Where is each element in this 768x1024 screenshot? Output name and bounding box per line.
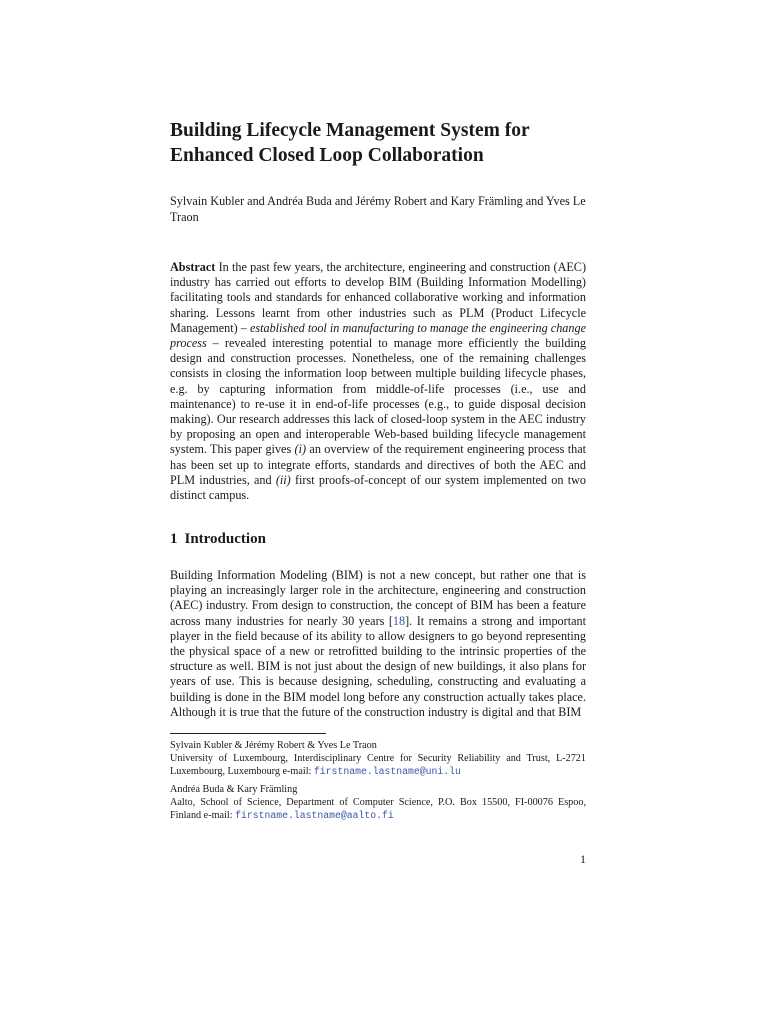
footnote-divider: [170, 733, 326, 734]
intro-paragraph: [170, 568, 586, 720]
abstract-text-4: first proofs-of-concept of our system implemented on two distinct campus.: [170, 472, 586, 503]
abstract: [170, 260, 586, 503]
section-title: Introduction: [184, 531, 266, 547]
abstract-label: Abstract: [170, 260, 216, 274]
abstract-text-2: – revealed interesting potential to manage more efficiently the building design and construction processes. Nonetheless, one of the remaining challenges consists in closing the information loop between multiple building lifecycle phases, e.g. by capturing information from middle-of-life processes (i.e., use and maintenance) to re-use it in end-of-life processes (e.g., to guide disposal decision making). Our research addresses this lack of closed-loop system in the AEC industry by proposing an open and interoperable Web-based building lifecycle management system. This paper gives: [170, 336, 586, 457]
footnote-affil-2: Aalto, School of Science, Department of Computer Science, P.O. Box 15500, FI-00076 Espoo, Finland e-mail:: [170, 797, 586, 822]
abstract-text-1: In the past few years, the architecture, engineering and construction (AEC) industry has carried out efforts to develop BIM (Building Information Modelling) facilitating tools and standards for enhanced collaborative working and information sharing. Lessons learnt from other industries such as PLM (Product Lifecycle Management) –: [170, 260, 586, 335]
footnote-affil-1: University of Luxembourg, Interdisciplinary Centre for Security Reliability and Trust, L-2721 Luxembourg, Luxembourg e-mail:: [170, 753, 586, 778]
paper-title: [170, 118, 586, 168]
section-heading: [170, 529, 586, 549]
footnote-names-1: Sylvain Kubler & Jérémy Robert & Yves Le Traon: [170, 740, 377, 751]
abstract-marker-ii: (ii): [275, 472, 291, 487]
section-number: 1: [170, 531, 178, 547]
title-line-2: Enhanced Closed Loop Collaboration: [170, 145, 484, 166]
abstract-text-3: an overview of the requirement engineering process that has been set up to integrate efforts, standards and directives of both the AEC and PLM industries, and: [170, 442, 586, 487]
email-link-2[interactable]: firstname.lastname@aalto.fi: [235, 810, 394, 822]
author-list: Sylvain Kubler and Andréa Buda and Jérémy Robert and Kary Främling and Yves Le Traon: [170, 194, 586, 224]
intro-text-1: Building Information Modeling (BIM) is not a new concept, but rather one that is playing an increasingly larger role in the architecture, engineering and construction (AEC) industry. From design to construction, the concept of BIM has been a feature across many industries for nearly 30 years [: [170, 568, 586, 628]
email-link-1[interactable]: firstname.lastname@uni.lu: [313, 766, 461, 778]
footnote-affiliation-2: [170, 783, 586, 823]
title-line-1: Building Lifecycle Management System for: [170, 120, 530, 141]
intro-text-2: ]. It remains a strong and important player in the field because of its ability to allow designers to go beyond representing the physical space of a new or retrofitted building to the intrinsic properties of the structure as well. BIM is not just about the design of new buildings, it also plans for years of use. This is because designing, scheduling, constructing and evaluating a building is done in the BIM model long before any construction actually takes place. Although it is true that the future of the construction industry is digital and that BIM: [170, 613, 586, 719]
page-number: 1: [580, 852, 586, 866]
footnote-affiliation-1: [170, 739, 586, 779]
abstract-emphasis: established tool in manufacturing to manage the engineering change process: [170, 320, 586, 351]
footnote-names-2: Andréa Buda & Kary Främling: [170, 784, 298, 795]
citation-link[interactable]: 18: [392, 613, 406, 628]
abstract-marker-i: (i): [294, 442, 307, 457]
